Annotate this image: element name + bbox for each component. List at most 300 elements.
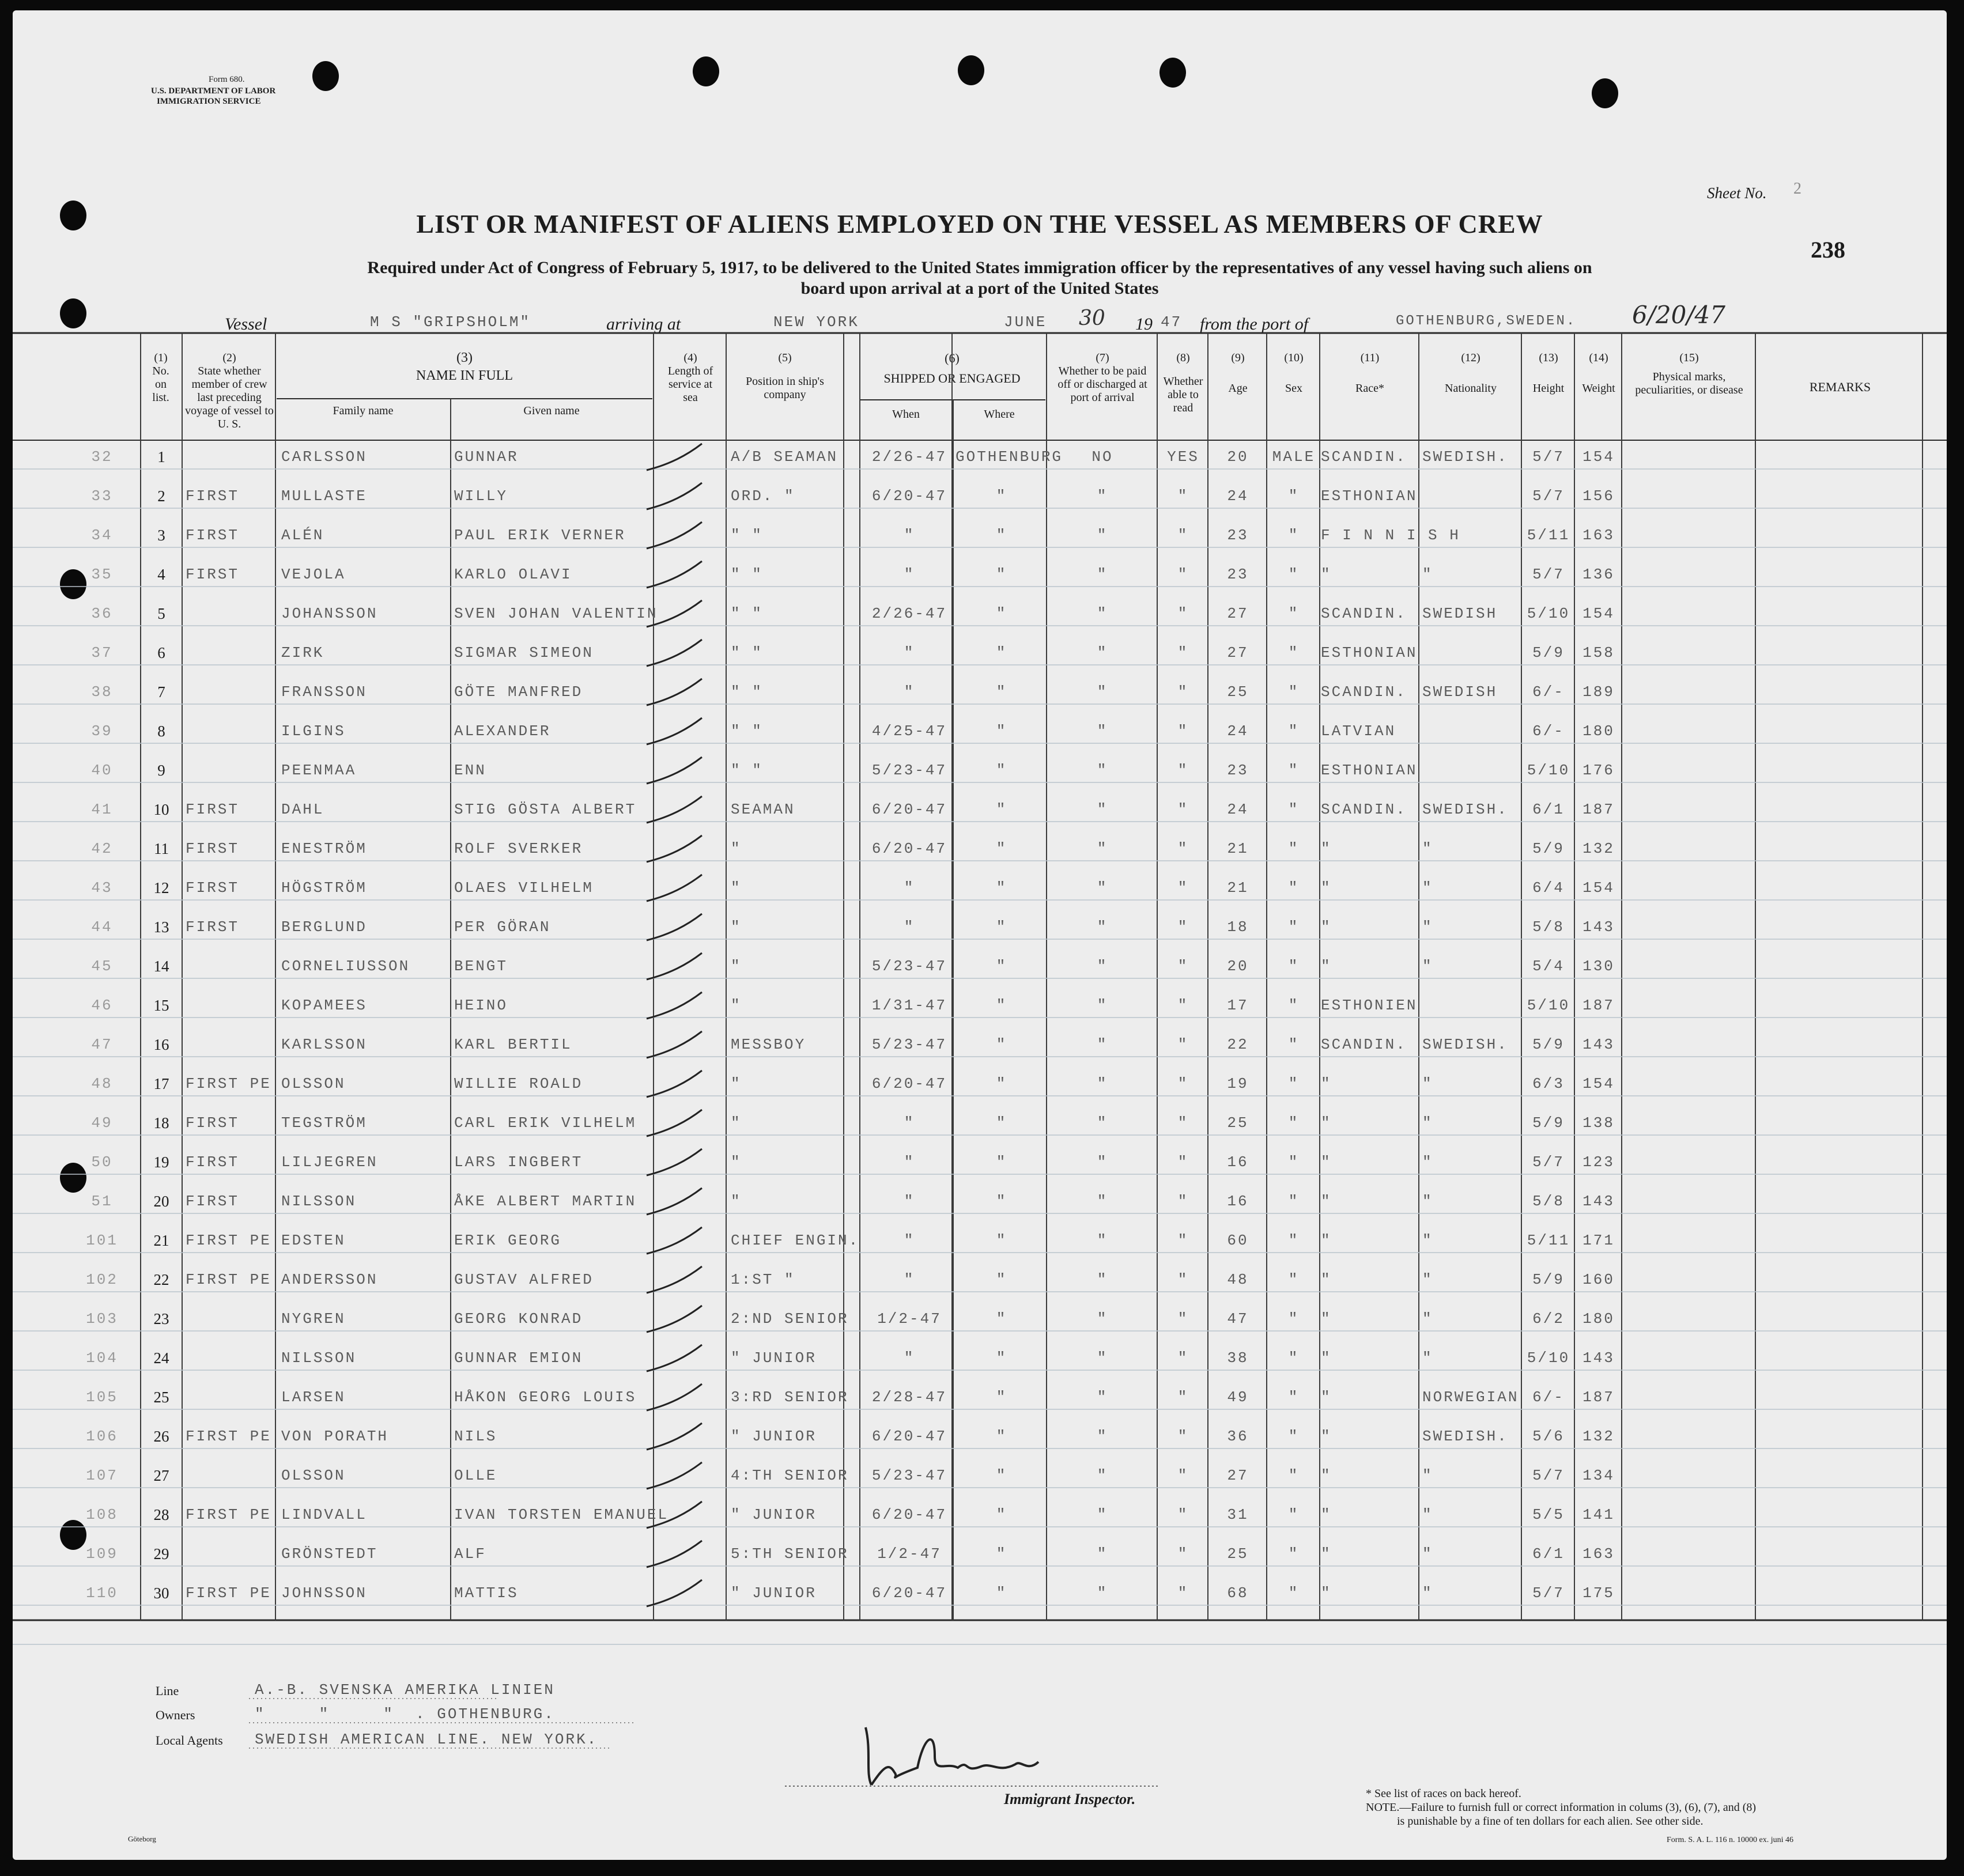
family-name: NILSSON — [281, 1193, 357, 1210]
col-given-header: Given name — [523, 404, 580, 417]
col-nationality-header: (12) Nationality — [1445, 351, 1497, 395]
able-to-read: " — [1177, 879, 1189, 897]
nationality: " — [1422, 958, 1433, 975]
margin-number: 109 — [86, 1545, 118, 1563]
col-family-header: Family name — [333, 404, 394, 417]
nationality: " — [1422, 1075, 1433, 1092]
list-number: 18 — [153, 1114, 169, 1132]
age: 31 — [1227, 1506, 1249, 1523]
height: 5/8 — [1532, 1193, 1565, 1210]
shipped-when: 6/20-47 — [871, 801, 947, 818]
race: " — [1321, 1584, 1332, 1602]
given-name: PER GÖRAN — [454, 918, 551, 936]
paid-off: " — [1097, 1428, 1108, 1445]
shipped-where: " — [996, 1036, 1007, 1053]
weight: 143 — [1582, 1193, 1615, 1210]
weight: 176 — [1582, 762, 1615, 779]
weight: 160 — [1582, 1271, 1615, 1288]
penalty-note-2: is punishable by a fine of ten dollars for each alien. See other side. — [1397, 1815, 1704, 1828]
sex: " — [1288, 801, 1300, 818]
margin-number: 34 — [91, 527, 113, 544]
paid-off: " — [1097, 1584, 1108, 1602]
shipped-when: " — [904, 1271, 915, 1288]
race: LATVIAN — [1321, 723, 1396, 740]
shipped-when: " — [904, 918, 915, 936]
able-to-read: " — [1177, 1310, 1189, 1327]
weight: 134 — [1582, 1467, 1615, 1484]
shipped-where: " — [996, 1545, 1007, 1563]
family-name: OLSSON — [281, 1467, 346, 1484]
family-name: GRÖNSTEDT — [281, 1545, 378, 1563]
given-name: LARS INGBERT — [454, 1153, 583, 1171]
family-name: PEENMAA — [281, 762, 357, 779]
able-to-read: " — [1177, 566, 1189, 583]
shipped-where: " — [996, 840, 1007, 857]
printer-mark: Göteborg — [128, 1835, 156, 1843]
list-number: 27 — [153, 1467, 169, 1484]
nationality: " — [1422, 918, 1433, 936]
shipped-when: 1/2-47 — [877, 1545, 942, 1563]
shipped-where: " — [996, 801, 1007, 818]
shipped-when: 2/26-47 — [871, 605, 947, 622]
sex: " — [1288, 1036, 1300, 1053]
given-name: BENGT — [454, 958, 508, 975]
shipped-when: 1/31-47 — [871, 997, 947, 1014]
list-number: 15 — [153, 997, 169, 1014]
shipped-where: " — [996, 1232, 1007, 1249]
race: SCANDIN. — [1321, 683, 1407, 701]
shipped-where: " — [996, 1428, 1007, 1445]
margin-number: 105 — [86, 1389, 118, 1406]
able-to-read: " — [1177, 1075, 1189, 1092]
age: 36 — [1227, 1428, 1249, 1445]
shipped-where: " — [996, 958, 1007, 975]
shipped-when: 6/20-47 — [871, 1428, 947, 1445]
position: " — [731, 840, 742, 857]
weight: 154 — [1582, 879, 1615, 897]
family-name: ILGINS — [281, 723, 346, 740]
age: 25 — [1227, 1114, 1249, 1132]
shipped-when: " — [904, 1349, 915, 1367]
given-name: STIG GÖSTA ALBERT — [454, 801, 637, 818]
shipped-when: " — [904, 879, 915, 897]
shipped-where: " — [996, 605, 1007, 622]
race: " — [1321, 879, 1332, 897]
list-number: 13 — [153, 918, 169, 936]
prior-voyage: FIRST — [186, 527, 240, 544]
position: " " — [731, 683, 763, 701]
shipped-where: " — [996, 1114, 1007, 1132]
family-name: JOHNSSON — [281, 1584, 367, 1602]
col-where-header: Where — [984, 408, 1015, 421]
able-to-read: " — [1177, 840, 1189, 857]
margin-number: 32 — [91, 448, 113, 466]
sex: MALE — [1272, 448, 1316, 466]
position: 1:ST " — [731, 1271, 795, 1288]
able-to-read: " — [1177, 1506, 1189, 1523]
position: " " — [731, 605, 763, 622]
footer-underlines — [13, 10, 1947, 1860]
age: 16 — [1227, 1193, 1249, 1210]
col-state-header: (2) State whether member of crew last preceding voyage of vessel to U. S. — [185, 351, 274, 430]
age: 25 — [1227, 1545, 1249, 1563]
list-number: 25 — [153, 1389, 169, 1406]
margin-number: 108 — [86, 1506, 118, 1523]
col-paid-off-header: (7) Whether to be paid off or discharged at port of arrival — [1057, 351, 1147, 404]
shipped-when: 5/23-47 — [871, 1036, 947, 1053]
race: SCANDIN. — [1321, 1036, 1407, 1053]
sex: " — [1288, 1114, 1300, 1132]
given-name: GUNNAR — [454, 448, 519, 466]
shipped-when: 6/20-47 — [871, 1506, 947, 1523]
position: 5:TH SENIOR — [731, 1545, 849, 1563]
sex: " — [1288, 644, 1300, 661]
height: 5/10 — [1527, 762, 1570, 779]
age: 25 — [1227, 683, 1249, 701]
nationality: " — [1422, 1153, 1433, 1171]
list-number: 10 — [153, 801, 169, 818]
list-number: 24 — [153, 1349, 169, 1367]
list-number: 5 — [157, 605, 165, 622]
height: 5/7 — [1532, 1153, 1565, 1171]
list-number: 6 — [157, 644, 165, 661]
form-number: Form 680. — [209, 75, 245, 84]
age: 20 — [1227, 958, 1249, 975]
paid-off: " — [1097, 1036, 1108, 1053]
list-number: 16 — [153, 1036, 169, 1053]
vessel-label: Vessel — [225, 315, 267, 334]
shipped-where: " — [996, 1349, 1007, 1367]
given-name: CARL ERIK VILHELM — [454, 1114, 637, 1132]
nationality: " — [1422, 1271, 1433, 1288]
col-marks-header: (15) Physical marks, peculiarities, or disease — [1635, 351, 1743, 396]
height: 5/10 — [1527, 1349, 1570, 1367]
prior-voyage: FIRST — [186, 801, 240, 818]
able-to-read: " — [1177, 1545, 1189, 1563]
shipped-when: 6/20-47 — [871, 840, 947, 857]
height: 6/4 — [1532, 879, 1565, 897]
margin-number: 36 — [91, 605, 113, 622]
family-name: DAHL — [281, 801, 324, 818]
able-to-read: " — [1177, 997, 1189, 1014]
family-name: LARSEN — [281, 1389, 346, 1406]
col-length-header: (4) Length of service at sea — [667, 351, 713, 404]
shipped-when: 5/23-47 — [871, 762, 947, 779]
given-name: ALF — [454, 1545, 486, 1563]
nationality: " — [1422, 1545, 1433, 1563]
able-to-read: " — [1177, 958, 1189, 975]
nationality: SWEDISH — [1422, 605, 1498, 622]
local-agents-label: Local Agents — [156, 1733, 223, 1748]
margin-number: 106 — [86, 1428, 118, 1445]
paid-off: " — [1097, 487, 1108, 505]
nationality: " — [1422, 1232, 1433, 1249]
sex: " — [1288, 1153, 1300, 1171]
given-name: GÖTE MANFRED — [454, 683, 583, 701]
paid-off: " — [1097, 1349, 1108, 1367]
col-no-header: (1) No. on list. — [152, 351, 169, 404]
given-name: KARL BERTIL — [454, 1036, 572, 1053]
shipped-where: " — [996, 566, 1007, 583]
prior-voyage: FIRST — [186, 1114, 240, 1132]
col-height-header: (13) Height — [1532, 351, 1565, 395]
shipped-where: " — [996, 1389, 1007, 1406]
age: 68 — [1227, 1584, 1249, 1602]
age: 27 — [1227, 1467, 1249, 1484]
weight: 180 — [1582, 723, 1615, 740]
shipped-where: " — [996, 762, 1007, 779]
margin-number: 38 — [91, 683, 113, 701]
prior-voyage: FIRST — [186, 879, 240, 897]
nationality: " — [1422, 1584, 1433, 1602]
height: 5/9 — [1532, 1036, 1565, 1053]
able-to-read: " — [1177, 1584, 1189, 1602]
service-label: IMMIGRATION SERVICE — [157, 97, 261, 106]
position: SEAMAN — [731, 801, 795, 818]
nationality: SWEDISH. — [1422, 801, 1508, 818]
height: 5/11 — [1527, 1232, 1570, 1249]
list-number: 9 — [157, 762, 165, 779]
arrival-month: JUNE — [1004, 313, 1047, 331]
weight: 141 — [1582, 1506, 1615, 1523]
able-to-read: " — [1177, 644, 1189, 661]
races-note: * See list of races on back hereof. — [1366, 1787, 1521, 1800]
shipped-where: " — [996, 1506, 1007, 1523]
family-name: KARLSSON — [281, 1036, 367, 1053]
able-to-read: " — [1177, 1232, 1189, 1249]
list-number: 23 — [153, 1310, 169, 1327]
shipped-where: " — [996, 879, 1007, 897]
page-title: LIST OR MANIFEST OF ALIENS EMPLOYED ON THE VESSEL AS MEMBERS OF CREW — [416, 209, 1543, 239]
shipped-when: 5/23-47 — [871, 1467, 947, 1484]
paid-off: " — [1097, 958, 1108, 975]
family-name: NYGREN — [281, 1310, 346, 1327]
weight: 143 — [1582, 918, 1615, 936]
paid-off: " — [1097, 1506, 1108, 1523]
race: " — [1321, 1075, 1332, 1092]
margin-number: 103 — [86, 1310, 118, 1327]
able-to-read: " — [1177, 1153, 1189, 1171]
weight: 187 — [1582, 801, 1615, 818]
col-read-header: (8) Whether able to read — [1163, 351, 1203, 414]
nationality: SWEDISH. — [1422, 448, 1508, 466]
sex: " — [1288, 1193, 1300, 1210]
sex: " — [1288, 840, 1300, 857]
nationality: SWEDISH. — [1422, 1428, 1508, 1445]
position: " " — [731, 644, 763, 661]
weight: 163 — [1582, 527, 1615, 544]
col-shipped-header: (6) SHIPPED OR ENGAGED — [883, 351, 1021, 385]
age: 21 — [1227, 840, 1249, 857]
sex: " — [1288, 683, 1300, 701]
nationality: " — [1422, 1310, 1433, 1327]
height: 5/9 — [1532, 644, 1565, 661]
able-to-read: " — [1177, 1349, 1189, 1367]
position: 4:TH SENIOR — [731, 1467, 849, 1484]
sex: " — [1288, 1428, 1300, 1445]
list-number: 20 — [153, 1193, 169, 1210]
age: 24 — [1227, 487, 1249, 505]
paid-off: " — [1097, 1075, 1108, 1092]
given-name: GEORG KONRAD — [454, 1310, 583, 1327]
col-sex-header: (10) Sex — [1284, 351, 1304, 395]
race: " — [1321, 566, 1332, 583]
position: 3:RD SENIOR — [731, 1389, 849, 1406]
position: " — [731, 1114, 742, 1132]
shipped-when: " — [904, 683, 915, 701]
given-name: GUSTAV ALFRED — [454, 1271, 594, 1288]
weight: 132 — [1582, 840, 1615, 857]
shipped-where: " — [996, 644, 1007, 661]
race: " — [1321, 1467, 1332, 1484]
given-name: ROLF SVERKER — [454, 840, 583, 857]
shipped-where: " — [996, 723, 1007, 740]
manifest-sheet — [13, 10, 1947, 1860]
weight: 138 — [1582, 1114, 1615, 1132]
paid-off: " — [1097, 879, 1108, 897]
list-number: 12 — [153, 879, 169, 897]
race: SCANDIN. — [1321, 448, 1407, 466]
family-name: LINDVALL — [281, 1506, 367, 1523]
race: " — [1321, 1545, 1332, 1563]
subtitle: Required under Act of Congress of February 5, 1917, to be delivered to the United States immigration officer by the representatives of any vessel having such aliens on — [367, 258, 1592, 277]
sex: " — [1288, 1506, 1300, 1523]
able-to-read: " — [1177, 605, 1189, 622]
margin-number: 40 — [91, 762, 113, 779]
shipped-when: 6/20-47 — [871, 1075, 947, 1092]
shipped-where: " — [996, 1153, 1007, 1171]
inspector-signature — [848, 1704, 1056, 1791]
height: 5/9 — [1532, 1114, 1565, 1132]
race: " — [1321, 1310, 1332, 1327]
shipped-when: 6/20-47 — [871, 1584, 947, 1602]
margin-number: 43 — [91, 879, 113, 897]
margin-number: 101 — [86, 1232, 118, 1249]
height: 6/- — [1532, 683, 1565, 701]
margin-number: 46 — [91, 997, 113, 1014]
weight: 187 — [1582, 1389, 1615, 1406]
position: " — [731, 1153, 742, 1171]
given-name: SVEN JOHAN VALENTIN — [454, 605, 658, 622]
family-name: EDSTEN — [281, 1232, 346, 1249]
margin-number: 107 — [86, 1467, 118, 1484]
given-name: ERIK GEORG — [454, 1232, 562, 1249]
nationality: NORWEGIAN — [1422, 1389, 1519, 1406]
col-when-header: When — [892, 408, 920, 421]
shipped-where: " — [996, 918, 1007, 936]
col-race-header: (11) Race* — [1355, 351, 1384, 395]
race: F I N N I S H — [1321, 527, 1460, 544]
sheet-number-label: Sheet No. — [1707, 184, 1767, 202]
margin-number: 35 — [91, 566, 113, 583]
given-name: KARLO OLAVI — [454, 566, 572, 583]
height: 5/9 — [1532, 840, 1565, 857]
col-weight-header: (14) Weight — [1582, 351, 1615, 395]
race: " — [1321, 1271, 1332, 1288]
nationality: " — [1422, 1193, 1433, 1210]
shipped-where: " — [996, 1467, 1007, 1484]
col-remarks-header: REMARKS — [1809, 380, 1871, 394]
position: " — [731, 958, 742, 975]
sex: " — [1288, 1467, 1300, 1484]
paid-off: " — [1097, 1153, 1108, 1171]
shipped-where: " — [996, 487, 1007, 505]
age: 22 — [1227, 1036, 1249, 1053]
family-name: CORNELIUSSON — [281, 958, 410, 975]
sex: " — [1288, 1389, 1300, 1406]
departure-port: GOTHENBURG,SWEDEN. — [1396, 313, 1577, 329]
prior-voyage: FIRST — [186, 1153, 240, 1171]
age: 23 — [1227, 762, 1249, 779]
race: " — [1321, 1153, 1332, 1171]
able-to-read: " — [1177, 527, 1189, 544]
shipped-when: 2/28-47 — [871, 1389, 947, 1406]
margin-number: 50 — [91, 1153, 113, 1171]
family-name: OLSSON — [281, 1075, 346, 1092]
given-name: HÅKON GEORG LOUIS — [454, 1389, 637, 1406]
list-number: 2 — [157, 487, 165, 505]
paid-off: NO — [1091, 448, 1113, 466]
paid-off: " — [1097, 605, 1108, 622]
from-port-label: from the port of — [1200, 315, 1309, 334]
list-number: 19 — [153, 1153, 169, 1171]
nationality: " — [1422, 1467, 1433, 1484]
able-to-read: " — [1177, 918, 1189, 936]
weight: 156 — [1582, 487, 1615, 505]
shipped-when: " — [904, 527, 915, 544]
list-number: 11 — [154, 840, 169, 857]
shipping-line: A.-B. SVENSKA AMERIKA LINIEN — [255, 1681, 555, 1699]
given-name: OLLE — [454, 1467, 497, 1484]
sex: " — [1288, 487, 1300, 505]
prior-voyage: FIRST — [186, 918, 240, 936]
given-name: ÅKE ALBERT MARTIN — [454, 1193, 637, 1210]
owners-label: Owners — [156, 1708, 195, 1722]
prior-voyage: FIRST — [186, 840, 240, 857]
weight: 154 — [1582, 448, 1615, 466]
family-name: BERGLUND — [281, 918, 367, 936]
nationality: " — [1422, 1114, 1433, 1132]
prior-voyage: FIRST PE — [186, 1271, 271, 1288]
age: 21 — [1227, 879, 1249, 897]
sex: " — [1288, 605, 1300, 622]
height: 5/10 — [1527, 605, 1570, 622]
sex: " — [1288, 918, 1300, 936]
weight: 187 — [1582, 997, 1615, 1014]
shipped-where: " — [996, 683, 1007, 701]
weight: 158 — [1582, 644, 1615, 661]
paid-off: " — [1097, 1389, 1108, 1406]
able-to-read: " — [1177, 1467, 1189, 1484]
age: 19 — [1227, 1075, 1249, 1092]
paid-off: " — [1097, 683, 1108, 701]
able-to-read: " — [1177, 683, 1189, 701]
list-number: 29 — [153, 1545, 169, 1563]
weight: 154 — [1582, 605, 1615, 622]
arrival-year: 47 — [1161, 313, 1183, 331]
age: 48 — [1227, 1271, 1249, 1288]
arrival-day: 30 — [1079, 307, 1105, 330]
paid-off: " — [1097, 1545, 1108, 1563]
shipped-where: " — [996, 1271, 1007, 1288]
list-number: 21 — [153, 1232, 169, 1249]
paid-off: " — [1097, 918, 1108, 936]
shipped-where: " — [996, 997, 1007, 1014]
age: 38 — [1227, 1349, 1249, 1367]
race: " — [1321, 840, 1332, 857]
vessel-name: M S "GRIPSHOLM" — [370, 313, 531, 331]
race: " — [1321, 918, 1332, 936]
